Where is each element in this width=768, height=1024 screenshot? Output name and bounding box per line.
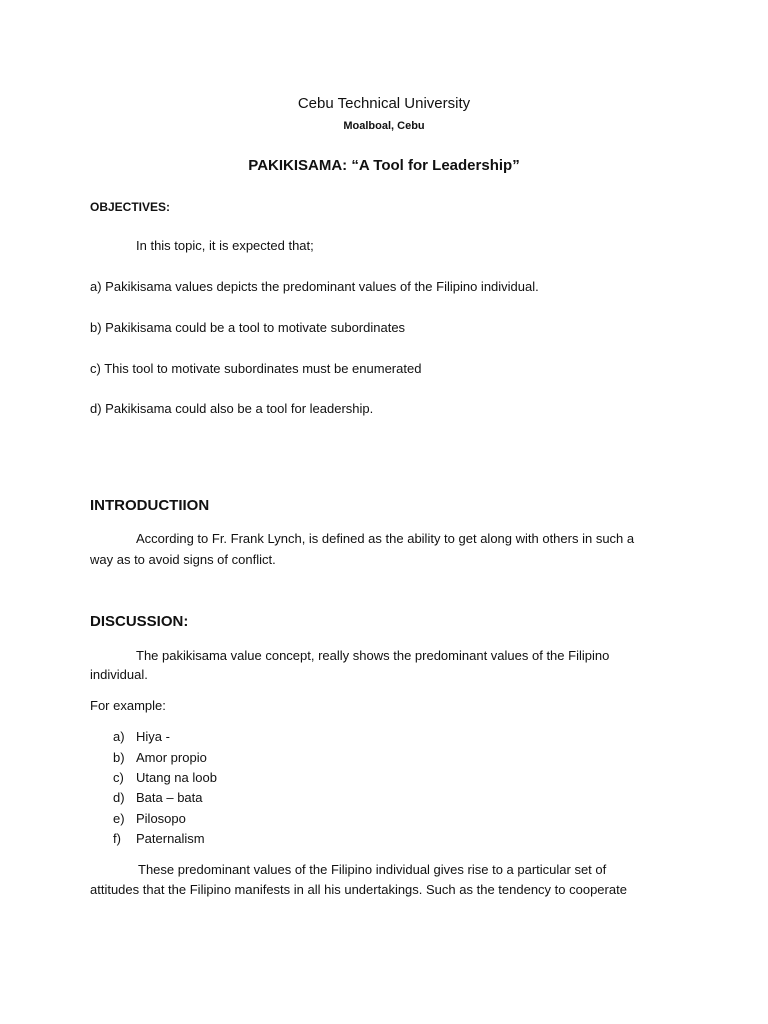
objective-item-d: d) Pakikisama could also be a tool for leadership. xyxy=(90,401,374,416)
list-marker: e) xyxy=(113,811,125,826)
list-item-text: Amor propio xyxy=(136,750,207,765)
objectives-heading: OBJECTIVES: xyxy=(90,200,171,214)
discussion-para2-line-2: attitudes that the Filipino manifests in all his undertakings. Such as the tendency to cooperate xyxy=(90,882,627,897)
introduction-line-2: way as to avoid signs of conflict. xyxy=(90,552,276,567)
discussion-para1-line-1: The pakikisama value concept, really shows the predominant values of the Filipino xyxy=(136,648,610,663)
objective-item-c: c) This tool to motivate subordinates must be enumerated xyxy=(90,361,422,376)
objective-item-a: a) Pakikisama values depicts the predominant values of the Filipino individual. xyxy=(90,279,539,294)
list-marker: b) xyxy=(113,750,125,765)
list-item-text: Utang na loob xyxy=(136,770,217,785)
objective-item-b: b) Pakikisama could be a tool to motivate subordinates xyxy=(90,320,406,335)
document-title: PAKIKISAMA: “A Tool for Leadership” xyxy=(248,157,520,174)
discussion-para1-line-2: individual. xyxy=(90,667,148,682)
objectives-intro: In this topic, it is expected that; xyxy=(136,238,314,253)
list-marker: f) xyxy=(113,831,121,846)
list-item-text: Hiya - xyxy=(136,729,170,744)
introduction-line-1: According to Fr. Frank Lynch, is defined as the ability to get along with others in such a xyxy=(136,531,635,546)
list-marker: a) xyxy=(113,729,125,744)
university-location: Moalboal, Cebu xyxy=(343,120,425,132)
list-item-text: Pilosopo xyxy=(136,811,186,826)
discussion-para2-line-1: These predominant values of the Filipino individual gives rise to a particular set of xyxy=(138,862,607,877)
list-marker: d) xyxy=(113,790,125,805)
list-marker: c) xyxy=(113,770,124,785)
discussion-heading: DISCUSSION: xyxy=(90,613,189,630)
example-label: For example: xyxy=(90,698,166,713)
introduction-heading: INTRODUCTIION xyxy=(90,497,210,514)
list-item-text: Paternalism xyxy=(136,831,205,846)
university-name: Cebu Technical University xyxy=(297,95,471,112)
list-item-text: Bata – bata xyxy=(136,790,203,805)
